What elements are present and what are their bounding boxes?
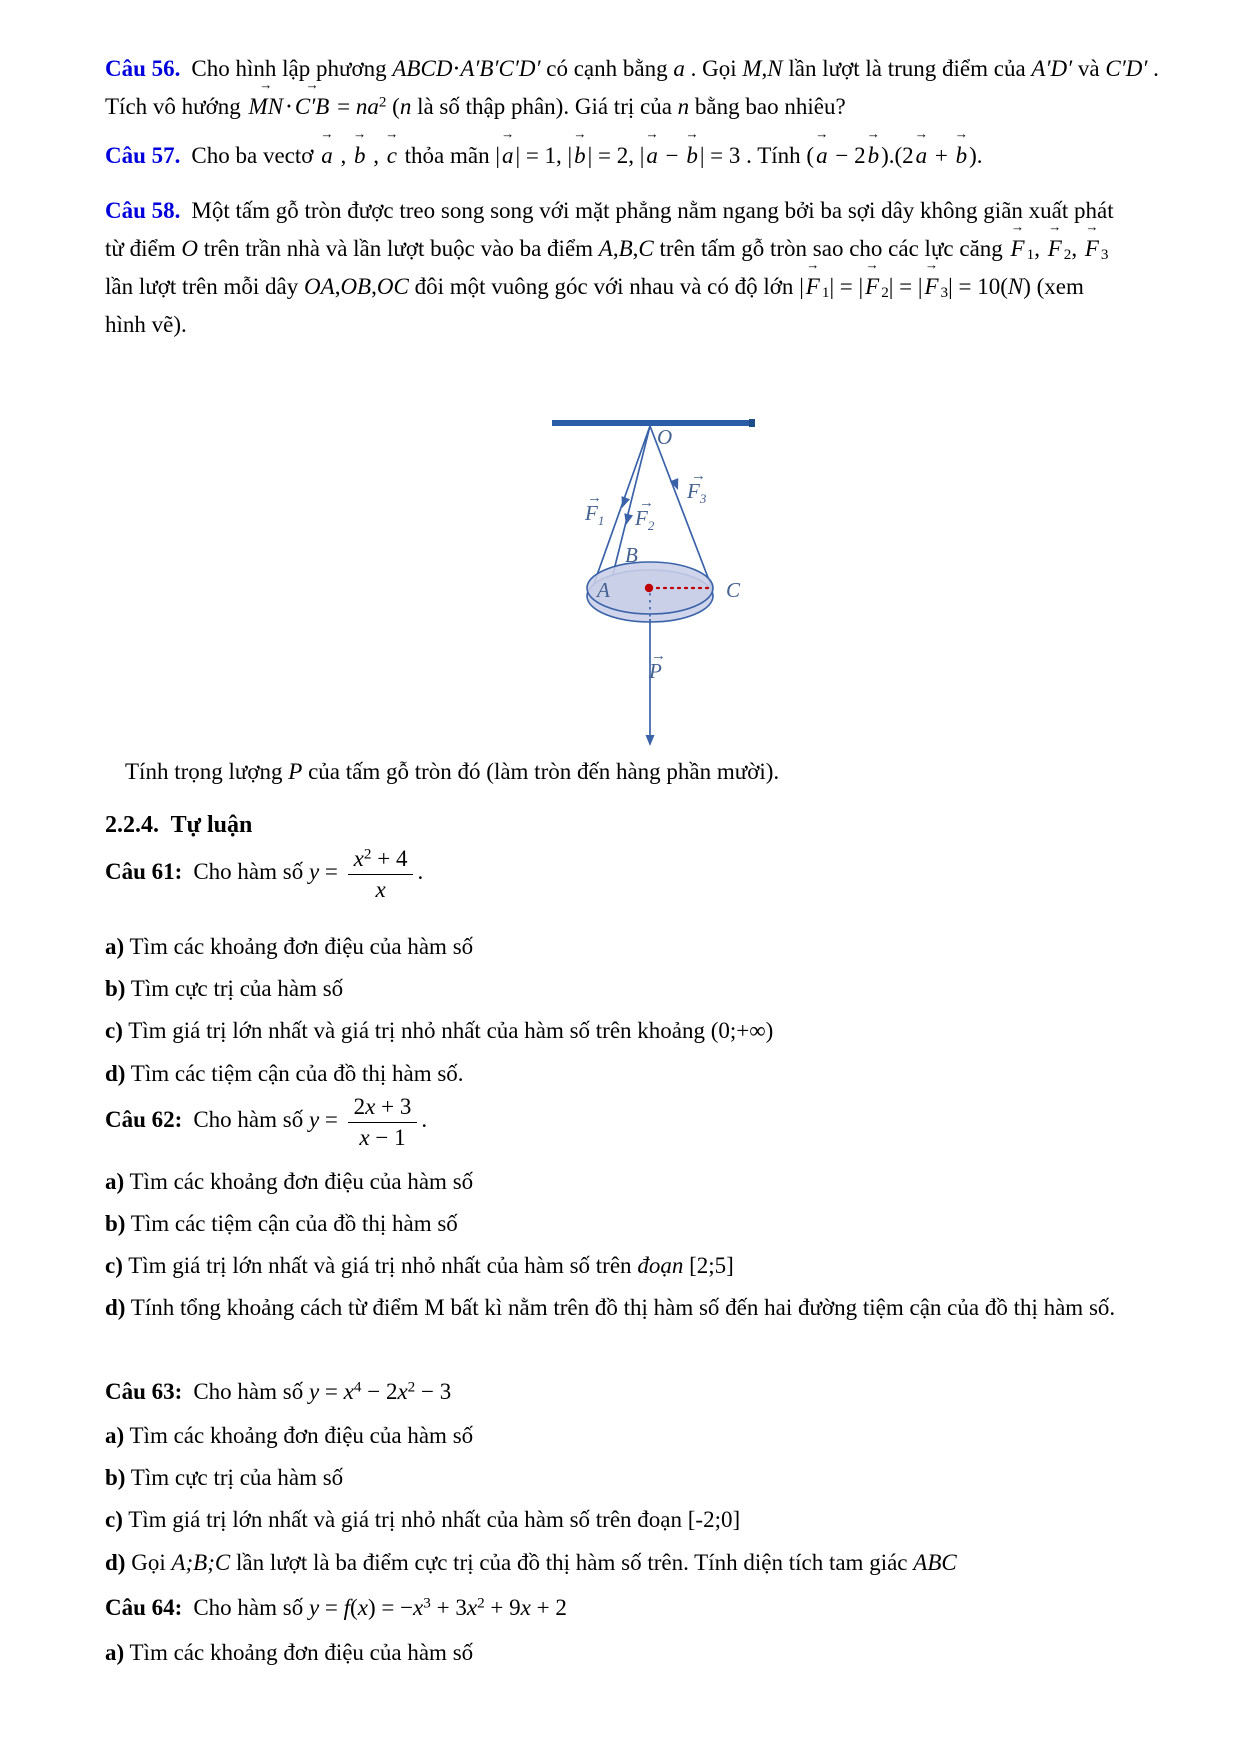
question-62-label: Câu 62:	[105, 1107, 183, 1133]
figure-caption	[125, 753, 1180, 791]
question-61-text: Cho hàm số y = $\frac{x^2 + 4}{x}$ .	[193, 845, 424, 902]
question-63-item-d	[105, 1544, 1160, 1582]
question-64-label: Câu 64:	[105, 1595, 183, 1620]
item-text: b) Tìm cực trị của hàm số	[105, 1465, 344, 1490]
question-61-item-b	[105, 970, 1160, 1008]
question-57	[105, 137, 1160, 175]
question-62	[105, 1093, 1160, 1151]
question-64-item-a	[105, 1634, 1160, 1672]
question-58	[105, 192, 1117, 344]
question-62-item-a	[105, 1163, 1160, 1201]
point-c-label: C	[726, 578, 741, 602]
question-61-item-c	[105, 1012, 1160, 1050]
p-vector-arrow-icon: →	[651, 648, 666, 664]
f2-label: $F_2$	[635, 506, 655, 533]
question-56-label: Câu 56.	[105, 56, 181, 81]
ceiling-bar-end	[749, 419, 755, 427]
question-57-text: Cho ba vectơ a → , b → , c → thỏa mãn |a →| = 1, |b →| = 2, |a → − b →| = 3 . Tính (a → − 2b →).(2a → + b →).	[191, 143, 982, 168]
item-text: c) Tìm giá trị lớn nhất và giá trị nhỏ nhất của hàm số trên đoạn [-2;0]	[105, 1507, 741, 1532]
question-63-item-b	[105, 1459, 1160, 1497]
question-64-text: Cho hàm số $y = f(x) = -x^3 + 3x^2 + 9x + 2$	[193, 1594, 567, 1620]
item-text: c) Tìm giá trị lớn nhất và giá trị nhỏ nhất của hàm số trên khoảng (0;+∞)	[105, 1018, 774, 1043]
question-57-label: Câu 57.	[105, 143, 181, 168]
f3-label: $F_3$	[687, 479, 707, 506]
question-63	[105, 1373, 1160, 1411]
item-text: b) Tìm các tiệm cận của đồ thị hàm số	[105, 1211, 458, 1236]
item-text: c) Tìm giá trị lớn nhất và giá trị nhỏ nhất của hàm số trên đoạn [2;5]	[105, 1253, 734, 1278]
question-61	[105, 845, 1160, 903]
question-61-label: Câu 61:	[105, 859, 183, 885]
point-a-label: A	[597, 578, 610, 602]
question-56	[105, 50, 1160, 126]
ceiling-bar	[552, 420, 755, 426]
item-text: a) Tìm các khoảng đơn điệu của hàm số	[105, 934, 474, 959]
item-text: d) Tính tổng khoảng cách từ điểm M bất kì nằm trên đồ thị hàm số đến hai đường tiệm cận của đồ thị hàm số.	[105, 1295, 1116, 1320]
f3-vector-arrow-icon: →	[691, 468, 706, 484]
section-heading: 2.2.4. Tự luận	[105, 812, 253, 838]
question-63-item-c	[105, 1501, 1160, 1539]
question-62-text: Cho hàm số y = $\frac{2x + 3}{x - 1}$ .	[193, 1094, 428, 1150]
question-58-text: Một tấm gỗ tròn được treo song song với mặt phẳng nằm ngang bởi ba sợi dây không giãn xuất phát từ điểm O trên trần nhà và lần lượt buộc vào ba điểm A,B,C trên tấm gỗ tròn sao cho các lực căng F → 1, F → 2, F → 3 lần lượt trên mỗi dây OA,OB,OC đôi một vuông góc với nhau và có độ lớn |F → 1| = |F → 2| = |F → 3| = 10(N) (xem hình vẽ).	[105, 198, 1114, 337]
question-63-label: Câu 63:	[105, 1379, 183, 1404]
f1-label: $F_1$	[585, 501, 605, 528]
force-diagram	[515, 378, 780, 756]
item-text: d) Gọi A;B;C lần lượt là ba điểm cực trị của đồ thị hàm số trên. Tính diện tích tam giác ABC	[105, 1550, 957, 1575]
item-text: d) Tìm các tiệm cận của đồ thị hàm số.	[105, 1061, 464, 1086]
weight-arrowhead	[646, 735, 655, 746]
figure-caption-text: Tính trọng lượng P của tấm gỗ tròn đó (làm tròn đến hàng phần mười).	[125, 759, 780, 784]
f2-vector-arrow-icon: →	[639, 495, 654, 511]
f1-vector-arrow-icon: →	[587, 490, 602, 506]
question-64	[105, 1589, 1160, 1627]
f2-arrowhead	[622, 513, 633, 526]
p-label: P	[649, 659, 662, 683]
question-61-item-a	[105, 928, 1160, 966]
item-text: a) Tìm các khoảng đơn điệu của hàm số	[105, 1640, 474, 1665]
item-text: a) Tìm các khoảng đơn điệu của hàm số	[105, 1169, 474, 1194]
point-o-label: O	[657, 425, 673, 449]
item-text: b) Tìm cực trị của hàm số	[105, 976, 344, 1001]
question-56-text: Cho hình lập phương ABCD⋅A′B′C′D′ có cạnh bằng a . Gọi M,N lần lượt là trung điểm của A′D′ và C′D′ . Tích vô hướng MN →⋅C′B → = $na^2$ (n là số thập phân). Giá trị của n bằng bao nhiêu?	[105, 56, 1159, 119]
item-text: a) Tìm các khoảng đơn điệu của hàm số	[105, 1423, 474, 1448]
question-61-item-d	[105, 1055, 1160, 1093]
question-58-label: Câu 58.	[105, 198, 181, 223]
point-b-label: B	[625, 543, 638, 567]
question-62-item-c	[105, 1247, 1160, 1285]
question-62-item-d	[105, 1290, 1160, 1326]
disc-center-dot	[645, 584, 653, 592]
f1-arrowhead	[618, 496, 630, 509]
question-63-text: Cho hàm số $y = x^4 - 2x^2 - 3$	[193, 1378, 452, 1404]
question-62-item-b	[105, 1205, 1160, 1243]
question-63-item-a	[105, 1417, 1160, 1455]
